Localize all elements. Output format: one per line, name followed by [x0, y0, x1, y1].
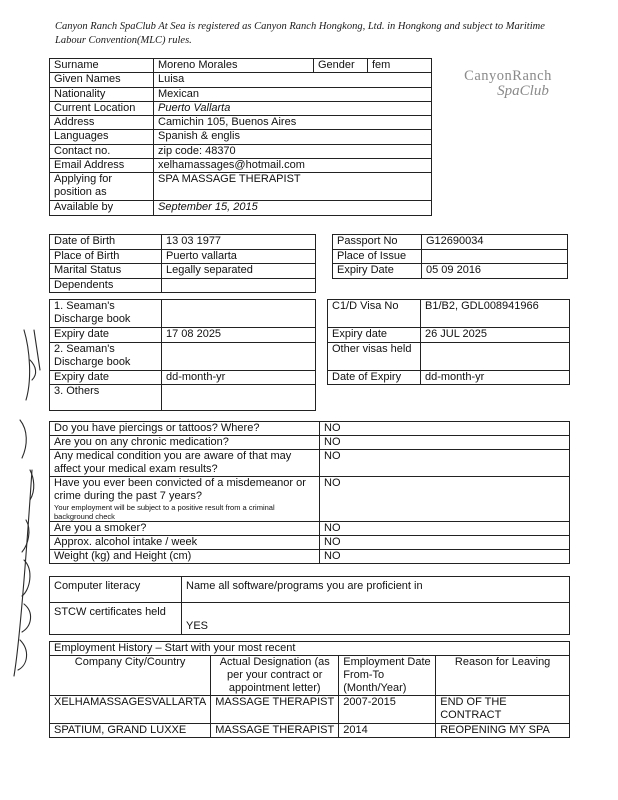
seaman-book2-label: 2. Seaman's Discharge book: [50, 342, 162, 370]
dates-cell[interactable]: 2007-2015: [339, 696, 436, 724]
place-of-issue-label: Place of Issue: [333, 249, 422, 264]
logo-line1: CanyonRanch: [464, 68, 552, 84]
logo-line2: SpaClub: [497, 83, 549, 99]
question-label: Weight (kg) and Height (cm): [50, 550, 320, 564]
stcw-label: STCW certificates held: [50, 603, 182, 635]
nationality-label: Nationality: [50, 87, 154, 101]
seaman-expiry2-field[interactable]: dd-month-yr: [162, 370, 316, 385]
computer-literacy-field[interactable]: Name all software/programs you are proficient in: [182, 577, 570, 603]
answer-field[interactable]: NO: [320, 450, 570, 477]
answer-field[interactable]: NO: [320, 436, 570, 450]
given-names-label: Given Names: [50, 73, 154, 87]
answer-field[interactable]: NO: [320, 477, 570, 522]
other-visas-label: Other visas held: [328, 342, 421, 370]
languages-label: Languages: [50, 130, 154, 144]
column-header: Actual Designation (as per your contract or appointment letter): [211, 656, 339, 696]
answer-field[interactable]: NO: [320, 422, 570, 436]
passport-expiry-field[interactable]: 05 09 2016: [422, 264, 568, 279]
computer-literacy-label: Computer literacy: [50, 577, 182, 603]
question-label: Are you on any chronic medication?: [50, 436, 320, 450]
available-label: Available by: [50, 201, 154, 215]
stcw-field[interactable]: YES: [182, 603, 570, 635]
designation-cell[interactable]: MASSAGE THERAPIST: [211, 696, 339, 724]
employment-title: Employment History – Start with your most recent: [50, 642, 570, 656]
question-label: Any medical condition you are aware of that may affect your medical exam results?: [50, 450, 320, 477]
pob-field[interactable]: Puerto vallarta: [162, 249, 316, 264]
applying-label: Applying for position as: [50, 173, 154, 201]
date-of-expiry-label: Date of Expiry: [328, 370, 421, 385]
reason-cell[interactable]: END OF THE CONTRACT: [436, 696, 570, 724]
available-field[interactable]: September 15, 2015: [154, 201, 432, 215]
company-cell[interactable]: XELHAMASSAGESVALLARTA: [50, 696, 211, 724]
address-field[interactable]: Camichin 105, Buenos Aires: [154, 116, 432, 130]
nationality-field[interactable]: Mexican: [154, 87, 432, 101]
seaman-expiry1-label: Expiry date: [50, 328, 162, 343]
contact-field[interactable]: zip code: 48370: [154, 144, 432, 158]
applying-field[interactable]: SPA MASSAGE THERAPIST: [154, 173, 432, 201]
pob-label: Place of Birth: [50, 249, 162, 264]
marital-field[interactable]: Legally separated: [162, 264, 316, 279]
header-note: Canyon Ranch SpaClub At Sea is registered as Canyon Ranch Hongkong, Ltd. in Hongkong and subject to Maritime Labour Convention(MLC) rules.: [55, 21, 545, 46]
address-label: Address: [50, 116, 154, 130]
visa-expiry-label: Expiry date: [328, 328, 421, 343]
dob-label: Date of Birth: [50, 235, 162, 250]
company-cell[interactable]: SPATIUM, GRAND LUXXE: [50, 724, 211, 738]
seaman-book1-label: 1. Seaman's Discharge book: [50, 300, 162, 328]
question-label: Approx. alcohol intake / week: [50, 536, 320, 550]
question-label: Are you a smoker?: [50, 522, 320, 536]
background-check-note: Your employment will be subject to a positive result from a criminal background check: [54, 503, 275, 521]
passport-no-field[interactable]: G12690034: [422, 235, 568, 250]
c1d-visa-label: C1/D Visa No: [328, 300, 421, 328]
dependents-label: Dependents: [50, 278, 162, 293]
answer-field[interactable]: NO: [320, 536, 570, 550]
date-of-expiry-field[interactable]: dd-month-yr: [421, 370, 570, 385]
dob-field[interactable]: 13 03 1977: [162, 235, 316, 250]
email-label: Email Address: [50, 159, 154, 173]
given-names-field[interactable]: Luisa: [154, 73, 432, 87]
gender-field[interactable]: fem: [368, 59, 432, 73]
dates-cell[interactable]: 2014: [339, 724, 436, 738]
surname-label: Surname: [50, 59, 154, 73]
column-header: Reason for Leaving: [436, 656, 570, 696]
c1d-visa-field[interactable]: B1/B2, GDL008941966: [421, 300, 570, 328]
passport-expiry-label: Expiry Date: [333, 264, 422, 279]
visa-expiry-field[interactable]: 26 JUL 2025: [421, 328, 570, 343]
answer-field[interactable]: NO: [320, 550, 570, 564]
passport-no-label: Passport No: [333, 235, 422, 250]
email-field[interactable]: xelhamassages@hotmail.com: [154, 159, 432, 173]
reason-cell[interactable]: REOPENING MY SPA: [436, 724, 570, 738]
designation-cell[interactable]: MASSAGE THERAPIST: [211, 724, 339, 738]
column-header: Employment Date From-To (Month/Year): [339, 656, 436, 696]
current-location-label: Current Location: [50, 101, 154, 115]
surname-field[interactable]: Moreno Morales: [154, 59, 314, 73]
current-location-field[interactable]: Puerto Vallarta: [154, 101, 432, 115]
question-label: Do you have piercings or tattoos? Where?: [50, 422, 320, 436]
languages-field[interactable]: Spanish & englis: [154, 130, 432, 144]
marital-label: Marital Status: [50, 264, 162, 279]
seaman-expiry1-field[interactable]: 17 08 2025: [162, 328, 316, 343]
question-label: Have you ever been convicted of a misdemeanor or crime during the past 7 years?: [54, 477, 306, 502]
contact-label: Contact no.: [50, 144, 154, 158]
seaman-expiry2-label: Expiry date: [50, 370, 162, 385]
gender-label: Gender: [314, 59, 368, 73]
others-label: 3. Others: [50, 385, 162, 411]
answer-field[interactable]: NO: [320, 522, 570, 536]
column-header: Company City/Country: [50, 656, 211, 696]
